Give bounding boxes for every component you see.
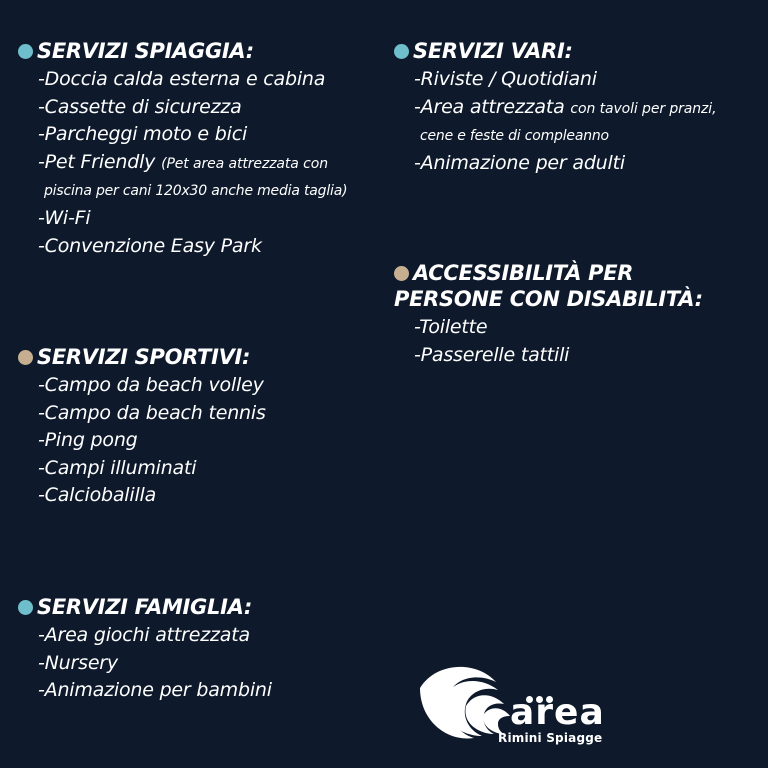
list-item: -Cassette di sicurezza bbox=[38, 95, 242, 118]
bullet-dot-icon bbox=[18, 350, 33, 365]
item-text: -Area attrezzata bbox=[414, 95, 565, 118]
bullet-dot-icon bbox=[18, 44, 33, 59]
logo-wordmark: area bbox=[510, 692, 605, 733]
list-item: -Convenzione Easy Park bbox=[38, 234, 262, 257]
list-item: -Doccia calda esterna e cabina bbox=[38, 68, 326, 90]
list-item: -Animazione per adulti bbox=[414, 152, 625, 174]
list-item: -Campi illuminati bbox=[38, 456, 197, 479]
heading-line: PERSONE CON DISABILITÀ: bbox=[394, 287, 703, 311]
heading-text: SERVIZI SPORTIVI: bbox=[37, 345, 251, 369]
marea-logo bbox=[410, 658, 620, 750]
section-heading bbox=[394, 38, 716, 64]
list-item: -Area giochi attrezzata bbox=[38, 624, 250, 646]
item-note: con tavoli per pranzi, bbox=[570, 100, 717, 117]
section-heading bbox=[18, 38, 347, 64]
list-item: -Campo da beach volley bbox=[38, 374, 264, 396]
list-item bbox=[18, 149, 347, 179]
section-servizi-spiaggia bbox=[18, 38, 347, 260]
bullet-dot-icon bbox=[394, 44, 409, 59]
list-item: -Animazione per bambini bbox=[38, 679, 272, 701]
list-item: -Wi-Fi bbox=[38, 207, 91, 229]
list-item: -Passerelle tattili bbox=[414, 343, 570, 366]
section-heading bbox=[18, 594, 272, 620]
section-heading bbox=[18, 344, 266, 370]
logo-subtitle: Rimini Spiagge bbox=[498, 731, 603, 745]
section-servizi-vari bbox=[394, 38, 716, 178]
section-heading bbox=[394, 260, 703, 312]
item-note-continuation: piscina per cani 120x30 anche media taglia) bbox=[44, 183, 348, 199]
bullet-dot-icon bbox=[394, 266, 409, 281]
list-item: -Calciobalilla bbox=[38, 484, 157, 506]
heading-text: SERVIZI FAMIGLIA: bbox=[37, 595, 253, 619]
item-text: -Pet Friendly bbox=[38, 150, 156, 173]
heading-text bbox=[394, 260, 703, 312]
list-item: -Riviste / Quotidiani bbox=[414, 68, 597, 90]
list-item: -Nursery bbox=[38, 651, 118, 674]
list-item: -Ping pong bbox=[38, 429, 138, 451]
list-item: -Toilette bbox=[414, 316, 488, 338]
list-item bbox=[394, 94, 716, 124]
item-note: (Pet area attrezzata con bbox=[161, 155, 328, 172]
list-item: -Parcheggi moto e bici bbox=[38, 123, 248, 145]
section-servizi-famiglia bbox=[18, 594, 272, 705]
section-servizi-sportivi bbox=[18, 344, 266, 510]
heading-line: ACCESSIBILITÀ PER bbox=[413, 261, 634, 285]
list-item: -Campo da beach tennis bbox=[38, 401, 266, 424]
heading-text: SERVIZI VARI: bbox=[413, 39, 573, 63]
heading-text: SERVIZI SPIAGGIA: bbox=[37, 39, 254, 63]
section-accessibilita bbox=[394, 260, 703, 369]
item-note-continuation: cene e feste di compleanno bbox=[420, 128, 609, 144]
bullet-dot-icon bbox=[18, 600, 33, 615]
